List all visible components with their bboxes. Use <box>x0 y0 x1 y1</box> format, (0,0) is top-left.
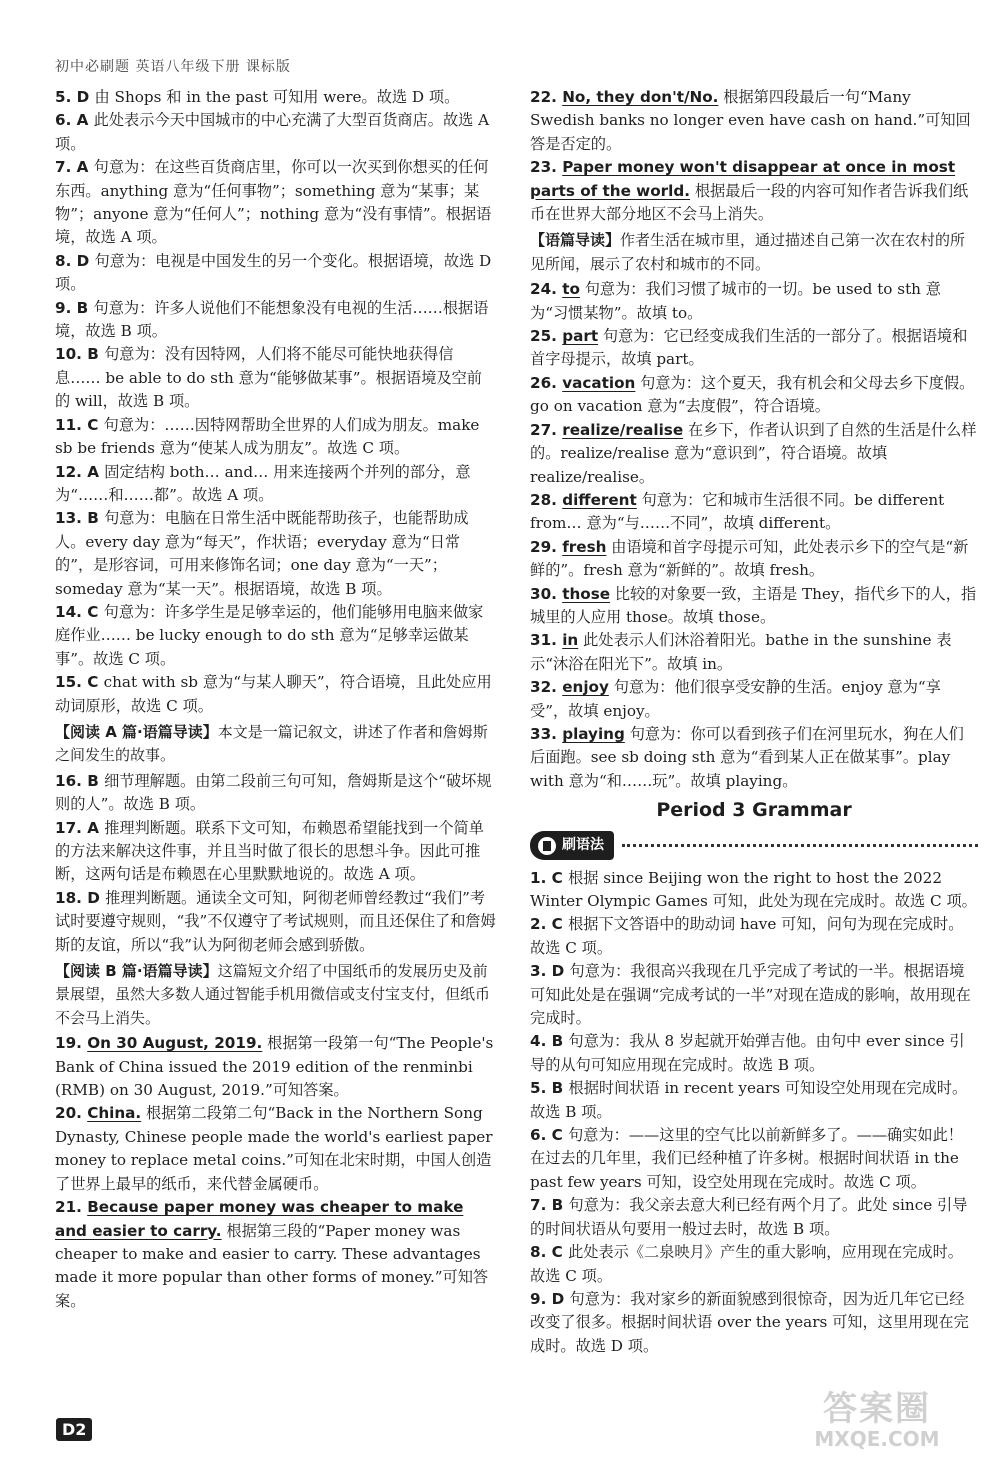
left-column <box>55 86 497 1313</box>
answer-explanation: 根据第一段第一句“The People's Bank of China issued the 2019 edition of the renminbi (RMB) on 30 August, 2019.”可知答案。 <box>55 1034 494 1100</box>
answer-explanation: 句意为：它已经变成我们生活的一部分了。根据语境和首字母提示，故填 part。 <box>530 327 968 369</box>
answer-number: 25. <box>530 327 563 346</box>
answer-explanation: 句意为：我很高兴我现在几乎完成了考试的一半。根据语境可知此处是在强调“完成考试的一半”对现在造成的影响，故用现在完成时。 <box>530 962 971 1028</box>
answer-explanation: 句意为：我从 8 岁起就开始弹吉他。由句中 ever since 引导的从句可知应用现在完成时。故选 B 项。 <box>530 1032 965 1074</box>
answer-key: No, they don't/No. <box>562 88 719 106</box>
answer-number: 6. C <box>530 1126 569 1145</box>
answer-key: in <box>562 631 579 650</box>
answer-item <box>530 676 978 723</box>
answer-item <box>530 325 978 372</box>
answer-item <box>530 1077 978 1124</box>
answer-number: 4. B <box>530 1032 569 1051</box>
answer-explanation: 句意为：你可以看到孩子们在河里玩水，狗在人们后面跑。see sb doing sth 意为“看到某人正在做某事”。play with 意为“和……玩”。故填 playing。 <box>530 724 964 790</box>
answer-number: 3. D <box>530 962 570 981</box>
answer-explanation: 根据第三段的“Paper money was cheaper to make and easier to carry. These advantages made it more popular than other forms of money.”可知答案。 <box>55 1221 489 1310</box>
answer-explanation: chat with sb 意为“与某人聊天”，符合语境，且此处应用动词原形，故选 C 项。 <box>55 673 492 715</box>
answer-item <box>55 887 497 957</box>
answer-number: 22. <box>530 88 563 106</box>
answer-item <box>55 461 497 508</box>
answer-item <box>55 1102 497 1196</box>
answer-explanation: 句意为：许多学生是足够幸运的，他们能够用电脑来做家庭作业…… be lucky enough to do sth 意为“足够幸运做某事”。故选 C 项。 <box>55 602 484 668</box>
answer-item <box>530 278 978 325</box>
answer-explanation: 细节理解题。由第二段前三句可知，詹姆斯是这个“破坏规则的人”。故选 B 项。 <box>55 771 492 814</box>
answer-item <box>530 1030 978 1077</box>
reading-guide <box>55 960 497 1030</box>
answer-item <box>55 343 497 413</box>
answer-item <box>530 1241 978 1288</box>
answer-item <box>55 297 497 344</box>
answer-explanation: 根据第二段第二句“Back in the Northern Song Dynasty, Chinese people made the world's earliest paper money to replace metal coins.”可知在北宋时期，中国人创造了世界上最早的纸币，来代替金属硬币。 <box>55 1104 493 1193</box>
guide-label: 【语篇导读】 <box>530 231 621 250</box>
answer-explanation: 句意为：在这些百货商店里，你可以一次买到你想买的任何东西。anything 意为“任何事物”；something 意为“某事；某物”；anyone 意为“任何人”；nothing 意为“没有事情”。根据语境，故选 A 项。 <box>55 158 492 247</box>
answer-item <box>55 1196 497 1313</box>
answer-number: 9. D <box>530 1289 570 1308</box>
answer-explanation: 句意为：他们很享受安静的生活。enjoy 意为“享受”，故填 enjoy。 <box>530 678 941 720</box>
answer-item <box>530 86 978 156</box>
answer-number: 5. B <box>530 1079 569 1098</box>
answer-item <box>55 109 497 156</box>
answer-key: fresh <box>562 537 607 556</box>
answer-explanation: 句意为：……因特网帮助全世界的人们成为朋友。make sb be friends 意为“使某人成为朋友”。故选 C 项。 <box>55 415 480 458</box>
answer-explanation: 根据最后一段的内容可知作者告诉我们纸币在世界大部分地区不会马上消失。 <box>530 181 969 224</box>
answer-explanation: 此处表示《二泉映月》产生的重大影响，应用现在完成时。故选 C 项。 <box>530 1243 963 1285</box>
answer-number: 10. B <box>55 345 105 364</box>
answer-number: 7. B <box>530 1196 569 1215</box>
answer-explanation: 句意为：我对家乡的新面貌感到很惊奇，因为近几年它已经改变了很多。根据时间状语 over the years 可知，这里用现在完成时。故选 D 项。 <box>530 1289 969 1355</box>
dotted-divider <box>622 844 978 847</box>
watermark-line1: 答案圈 <box>823 1389 931 1429</box>
answer-number: 7. A <box>55 158 94 177</box>
answer-number: 21. <box>55 1198 88 1217</box>
answer-explanation: 由 Shops 和 in the past 可知用 were。故选 D 项。 <box>94 88 460 106</box>
answer-number: 18. D <box>55 888 106 907</box>
answer-explanation: 推理判断题。通读全文可知，阿彻老师曾经教过“我们”考试时要遵守规则，“我”不仅遵守了考试规则，而且还保住了和詹姆斯的友谊，所以“我”认为阿彻老师会感到骄傲。 <box>55 888 496 954</box>
answer-number: 16. B <box>55 771 105 790</box>
answer-explanation: 句意为：我们习惯了城市的一切。be used to sth 意为“习惯某物”。故填 to。 <box>530 280 941 322</box>
answer-explanation: 由语境和首字母提示可知，此处表示乡下的空气是“新鲜的”。fresh 意为“新鲜的”。故填 fresh。 <box>530 537 969 580</box>
section-badge-row <box>530 831 978 861</box>
answer-number: 26. <box>530 373 563 392</box>
answer-explanation: 根据时间状语 in recent years 可知设空处用现在完成时。故选 B 项。 <box>530 1079 968 1121</box>
answer-explanation: 句意为：许多人说他们不能想象没有电视的生活……根据语境，故选 B 项。 <box>55 298 489 341</box>
guide-text: 本文是一篇记叙文，讲述了作者和詹姆斯之间发生的故事。 <box>55 722 488 765</box>
right-column <box>530 86 978 1358</box>
answer-number: 8. D <box>55 251 95 270</box>
answer-number: 9. B <box>55 298 94 317</box>
guide-text: 作者生活在城市里，通过描述自己第一次在农村的所见所闻，展示了农村和城市的不同。 <box>530 231 966 273</box>
answer-key: enjoy <box>562 678 609 697</box>
answer-number: 28. <box>530 490 563 509</box>
answer-explanation: 在乡下，作者认识到了自然的生活是什么样的。realize/realise 意为“意识到”，符合语境。故填 realize/realise。 <box>530 420 977 486</box>
answer-key: Because paper money was cheaper to make and easier to carry. <box>55 1198 464 1240</box>
answer-item <box>530 583 978 630</box>
answer-number: 11. C <box>55 415 104 434</box>
answer-explanation: 句意为：没有因特网，人们将不能尽可能快地获得信息…… be able to do sth 意为“能够做某事”。根据语境及空前的 will，故选 B 项。 <box>55 345 482 411</box>
answer-number: 23. <box>530 158 563 177</box>
answer-number: 5. D <box>55 88 95 106</box>
watermark-line2: MXQE.COM <box>814 1427 940 1451</box>
answer-number: 20. <box>55 1104 88 1123</box>
answer-number: 1. C <box>530 868 569 887</box>
answer-item <box>55 414 497 461</box>
answer-item <box>55 507 497 601</box>
reading-guide <box>55 721 497 768</box>
answer-key: Paper money won't disappear at once in most parts of the world. <box>530 158 956 200</box>
answer-explanation: 此处表示人们沐浴着阳光。bathe in the sunshine 表示“沐浴在阳光下”。故填 in。 <box>530 631 952 673</box>
answer-item <box>55 817 497 887</box>
answer-number: 14. C <box>55 602 104 621</box>
answer-number: 17. A <box>55 818 105 837</box>
answer-item <box>530 536 978 583</box>
answer-number: 2. C <box>530 915 569 934</box>
answer-key: vacation <box>562 373 636 392</box>
answer-number: 8. C <box>530 1243 569 1262</box>
answer-explanation: 根据 since Beijing won the right to host the 2022 Winter Olympic Games 可知，此处为现在完成时。故选 C 项。 <box>530 868 977 910</box>
guide-label: 【阅读 A 篇·语篇导读】 <box>55 722 218 741</box>
answer-item <box>55 770 497 817</box>
page-number: D2 <box>56 1418 92 1441</box>
answer-number: 6. A <box>55 111 94 130</box>
answer-item <box>530 960 978 1030</box>
badge-label: 刷语法 <box>562 836 604 853</box>
answer-number: 13. B <box>55 509 105 528</box>
answer-key: playing <box>562 724 625 743</box>
answer-number: 12. A <box>55 462 105 481</box>
answer-number: 19. <box>55 1034 88 1053</box>
answer-explanation: 根据下文答语中的助动词 have 可知，问句为现在完成时。故选 C 项。 <box>530 915 964 957</box>
answer-item <box>530 1124 978 1194</box>
answer-number: 31. <box>530 631 563 650</box>
answer-key: different <box>562 490 637 509</box>
answer-number: 27. <box>530 420 563 439</box>
running-header: 初中必刷题 英语八年级下册 课标版 <box>55 59 291 75</box>
answer-number: 24. <box>530 280 563 299</box>
answer-number: 15. C <box>55 673 104 692</box>
answer-key: China. <box>87 1104 142 1123</box>
answer-key: realize/realise <box>562 420 684 439</box>
answer-item <box>55 156 497 250</box>
answer-key: part <box>562 327 599 346</box>
answer-explanation: 句意为：电视是中国发生的另一个变化。根据语境，故选 D 项。 <box>55 251 492 294</box>
answer-explanation: 此处表示今天中国城市的中心充满了大型百货商店。故选 A 项。 <box>55 111 490 153</box>
answer-explanation: 句意为：我父亲去意大利已经有两个月了。此处 since 引导的时间状语从句要用一般过去时，故选 B 项。 <box>530 1196 968 1238</box>
answer-key: those <box>562 584 611 603</box>
answer-explanation: 句意为：它和城市生活很不同。be different from… 意为“与……不同”，故填 different。 <box>530 490 945 533</box>
answer-item <box>530 372 978 419</box>
answer-explanation: 句意为：这个夏天，我有机会和父母去乡下度假。go on vacation 意为“去度假”，符合语境。 <box>530 373 975 416</box>
brush-icon <box>538 837 556 855</box>
answer-explanation: 推理判断题。联系下文可知，布赖恩希望能找到一个简单的方法来解决这件事，并且当时做了很长的思想斗争。因此可推断，这两句话是布赖恩在心里默默地说的。故选 A 项。 <box>55 818 484 884</box>
answer-item <box>530 1194 978 1241</box>
answer-item <box>530 1288 978 1358</box>
answer-item <box>55 86 497 109</box>
answer-key: to <box>562 280 580 299</box>
answer-item <box>55 601 497 671</box>
answer-item <box>55 250 497 297</box>
watermark-logo <box>782 1390 972 1452</box>
section-title: Period 3 Grammar <box>656 799 852 822</box>
answer-item <box>55 671 497 718</box>
answer-explanation: 句意为：电脑在日常生活中既能帮助孩子，也能帮助成人。every day 意为“每天”，作状语；everyday 意为“日常的”，是形容词，可用来修饰名词；one day 意为“一天”；someday 意为“某一天”。根据语境，故选 B 项。 <box>55 509 469 598</box>
guide-text: 这篇短文介绍了中国纸币的发展历史及前景展望，虽然大多数人通过智能手机用微信或支付宝支付，但纸币不会马上消失。 <box>55 962 491 1027</box>
answer-explanation: 根据第四段最后一句“Many Swedish banks no longer even have cash on hand.”可知回答是否定的。 <box>530 88 971 153</box>
answer-number: 29. <box>530 537 563 556</box>
answer-item <box>530 629 978 676</box>
answer-explanation: 句意为：——这里的空气比以前新鲜多了。——确实如此！在过去的几年里，我们已经种植了许多树。根据时间状语 in the past few years 可知，设空处用现在完成时。故选 C 项。 <box>530 1126 963 1191</box>
answer-key: On 30 August, 2019. <box>87 1034 263 1053</box>
answer-number: 33. <box>530 724 563 743</box>
answer-item <box>530 419 978 489</box>
answer-explanation: 固定结构 both… and… 用来连接两个并列的部分，意为“……和……都”。故选 A 项。 <box>55 462 471 504</box>
guide-label: 【阅读 B 篇·语篇导读】 <box>55 962 218 981</box>
answer-item <box>530 156 978 226</box>
answer-item <box>530 723 978 793</box>
answer-item <box>530 489 978 536</box>
answer-item <box>530 913 978 960</box>
answer-explanation: 比较的对象要一致，主语是 They，指代乡下的人，指城里的人应用 those。故填 those。 <box>530 584 977 626</box>
answer-number: 32. <box>530 678 563 697</box>
answer-number: 30. <box>530 584 563 603</box>
answer-item <box>55 1032 497 1102</box>
reading-guide <box>530 229 978 276</box>
answer-item <box>530 867 978 914</box>
section-badge <box>530 831 614 860</box>
